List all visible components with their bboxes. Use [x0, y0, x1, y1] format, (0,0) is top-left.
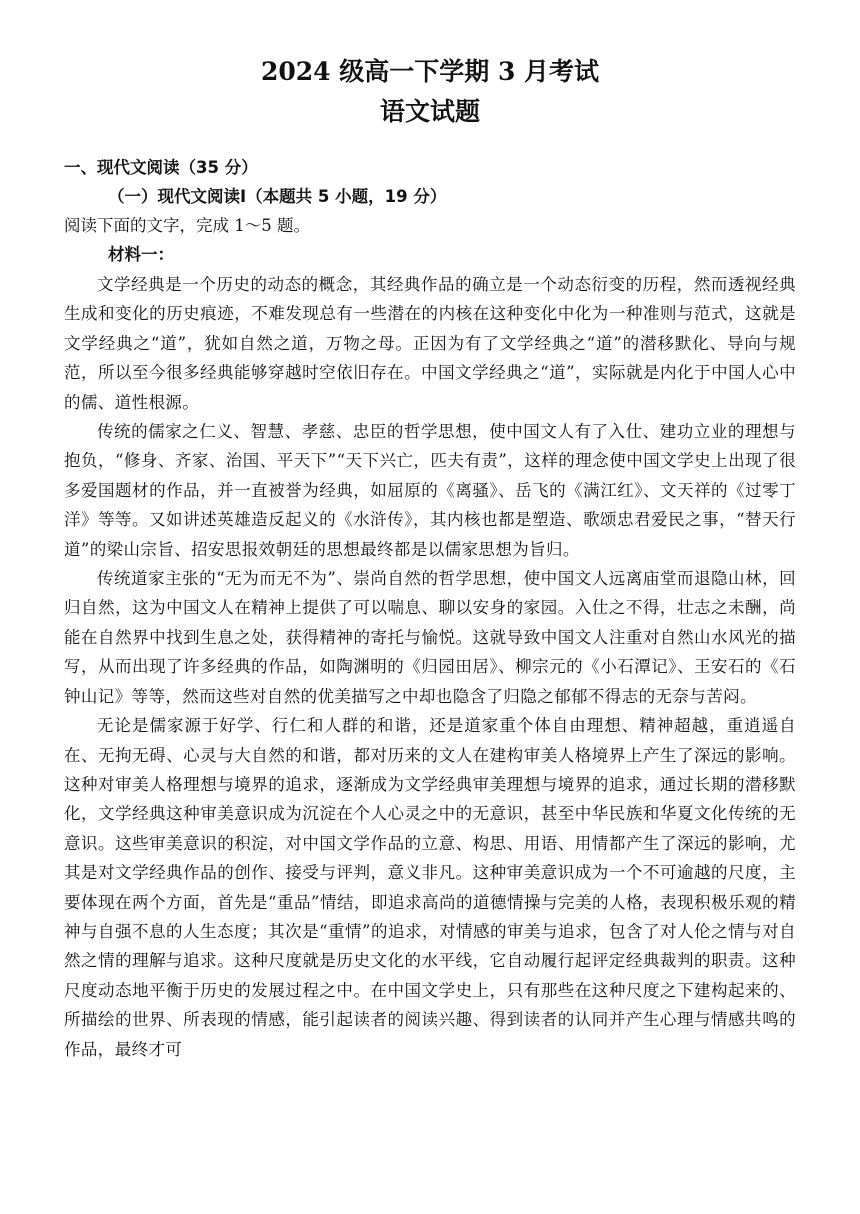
subsection-heading: （一）现代文阅读Ⅰ（本题共 5 小题，19 分） [108, 187, 447, 206]
material-label: 材料一： [108, 245, 174, 264]
exam-subtitle: 语文试题 [379, 97, 480, 126]
passage-paragraph: 无论是儒家源于好学、行仁和人群的和谐，还是道家重个体自由理想、精神超越，重逍遥自在、无拘无碍、心灵与大自然的和谐，都对历来的文人在建构审美人格境界上产生了深远的影响。这种对审美人格理想与境界的追求，逐渐成为文学经典审美理想与境界的追求，通过长期的潜移默化，文学经典这种审美意识成为沉淀在个人心灵之中的无意识，甚至中华民族和华夏文化传统的无意识。这些审美意识的积淀，对中国文学作品的立意、构思、用语、用情都产生了深远的影响，尤其是对文学经典作品的创作、接受与评判，意义非凡。这种审美意识成为一个不可逾越的尺度，主要体现在两个方面，首先是“重品”情结，即追求高尚的道德情操与完美的人格，表现积极乐观的精神与自强不息的人生态度；其次是“重情”的追求，对情感的审美与追求，包含了对人伦之情与对自然之情的理解与追求。这种尺度就是历史文化的水平线，它自动履行起评定经典裁判的职责。这种尺度动态地平衡于历史的发展过程之中。在中国文学史上，只有那些在这种尺度之下建构起来的、所描绘的世界、所表现的情感，能引起读者的阅读兴趣、得到读者的认同并产生心理与情感共鸣的作品，最终才可 [64, 716, 796, 1059]
passage-paragraph: 传统道家主张的“无为而无不为”、崇尚自然的哲学思想，使中国文人远离庙堂而退隐山林，回归自然，这为中国文人在精神上提供了可以喘息、聊以安身的家园。入仕之不得，壮志之未酬，尚能在自然界中找到生息之处，获得精神的寄托与愉悦。这就导致中国文人注重对自然山水风光的描写，从而出现了许多经典的作品，如陶渊明的《归园田居》、柳宗元的《小石潭记》、王安石的《石钟山记》等等，然而这些对自然的优美描写之中却也隐含了归隐之郁郁不得志的无奈与苦闷。 [64, 569, 796, 706]
passage-paragraph: 传统的儒家之仁义、智慧、孝慈、忠臣的哲学思想，使中国文人有了入仕、建功立业的理想与抱负，“修身、齐家、治国、平天下”“天下兴亡，匹夫有责”，这样的理念使中国文学史上出现了很多爱国题材的作品，并一直被誉为经典，如屈原的《离骚》、岳飞的《满江红》、文天祥的《过零丁洋》等等。又如讲述英雄造反起义的《水浒传》，其内核也都是塑造、歌颂忠君爱民之事，“替天行道”的梁山宗旨、招安思报效朝廷的思想最终都是以儒家思想为旨归。 [64, 422, 796, 559]
passage-paragraph: 文学经典是一个历史的动态的概念，其经典作品的确立是一个动态衍变的历程，然而透视经典生成和变化的历史痕迹，不难发现总有一些潜在的内核在这种变化中化为一种准则与范式，这就是文学经典之“道”，犹如自然之道，万物之母。正因为有了文学经典之“道”的潜移默化、导向与规范，所以至今很多经典能够穿越时空依旧存在。中国文学经典之“道”，实际就是内化于中国人心中的儒、道性根源。 [64, 275, 796, 412]
passage-body [64, 270, 796, 1064]
reading-instruction: 阅读下面的文字，完成 1～5 题。 [64, 216, 310, 235]
section-heading: 一、现代文阅读（35 分） [64, 158, 258, 177]
exam-title: 2024 级高一下学期 3 月考试 [260, 57, 600, 86]
